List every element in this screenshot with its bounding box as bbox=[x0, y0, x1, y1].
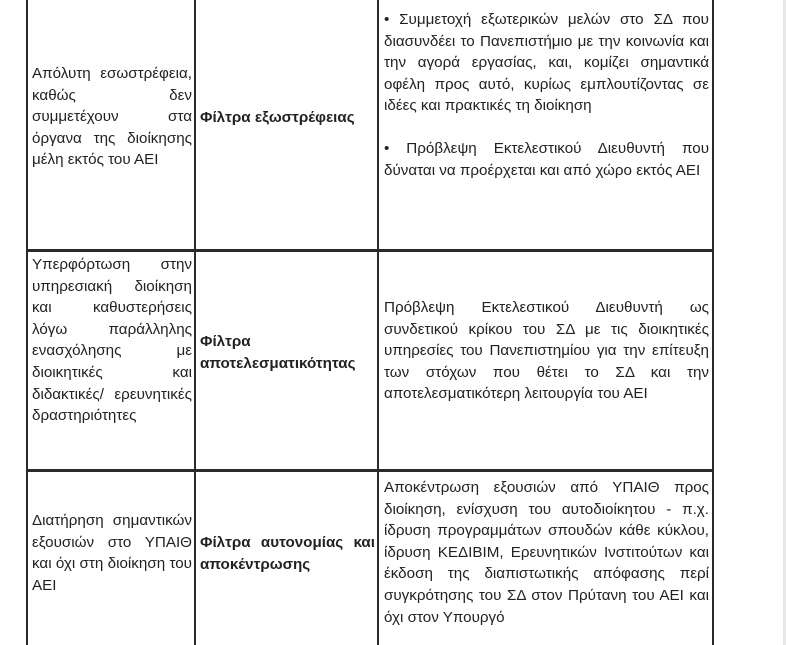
row-1-filter: Φίλτρα εξωστρέφειας bbox=[200, 109, 355, 126]
row-2-measure: Πρόβλεψη Εκτελεστικού Διευθυντή ως συνδετικού κρίκου του ΣΔ με τις διοικητικές υπηρεσίες του Πανεπιστημίου για την επίτευξη των στόχων που θέτει το ΣΔ και την αποτελεσματικότερη λειτουργία του ΑΕΙ bbox=[384, 299, 709, 403]
column-divider-2 bbox=[377, 0, 379, 645]
row-3-measure: Αποκέντρωση εξουσιών από ΥΠΑΙΘ προς διοίκηση, ενίσχυση του αυτοδιοίκητου - π.χ. ίδρυση προγραμμάτων σπουδών κάθε κύκλου, ίδρυση ΚΕΔΙΒΙΜ, Ερευνητικών Ινστιτούτων και έκδοση της διαπιστωτικής απόφασης περί συγκρότησης του ΣΔ στον Πρύτανη του ΑΕΙ και όχι στον Υπουργό bbox=[384, 479, 709, 626]
row-3-problem: Διατήρηση σημαντικών εξουσιών στο ΥΠΑΙΘ και όχι στη διοίκηση του ΑΕΙ bbox=[32, 512, 192, 594]
column-divider-1 bbox=[194, 0, 196, 645]
row-1-measures bbox=[384, 9, 709, 181]
row-divider-2 bbox=[26, 469, 714, 472]
row-1-measure-1: • Συμμετοχή εξωτερικών μελών στο ΣΔ που διασυνδέει το Πανεπιστήμιο με την κοινωνία και την αγορά εργασίας, και, κομίζει σημαντικά οφέλη προς αυτό, κυρίως εμπλουτίζοντας σε ιδέες και πρακτικές τη διοίκηση bbox=[384, 11, 709, 115]
row-2-problem: Υπερφόρτωση στην υπηρεσιακή διοίκηση και καθυστερήσεις λόγω παράλληλης ενασχόλησης με διοικητικές και διδακτικές/ ερευνητικές δραστηριότητες bbox=[32, 256, 192, 425]
row-3-filter: Φίλτρα αυτονομίας και αποκέντρωσης bbox=[200, 534, 375, 573]
row-1-problem: Απόλυτη εσωστρέφεια, καθώς δεν συμμετέχουν στα όργανα της διοίκησης μέλη εκτός του ΑΕΙ bbox=[32, 65, 192, 169]
row-divider-1 bbox=[26, 249, 714, 252]
row-2-filter: Φίλτρα αποτελεσματικότητας bbox=[200, 333, 356, 372]
row-1-measure-2: • Πρόβλεψη Εκτελεστικού Διευθυντή που δύναται να προέρχεται και από χώρο εκτός ΑΕΙ bbox=[384, 139, 709, 179]
